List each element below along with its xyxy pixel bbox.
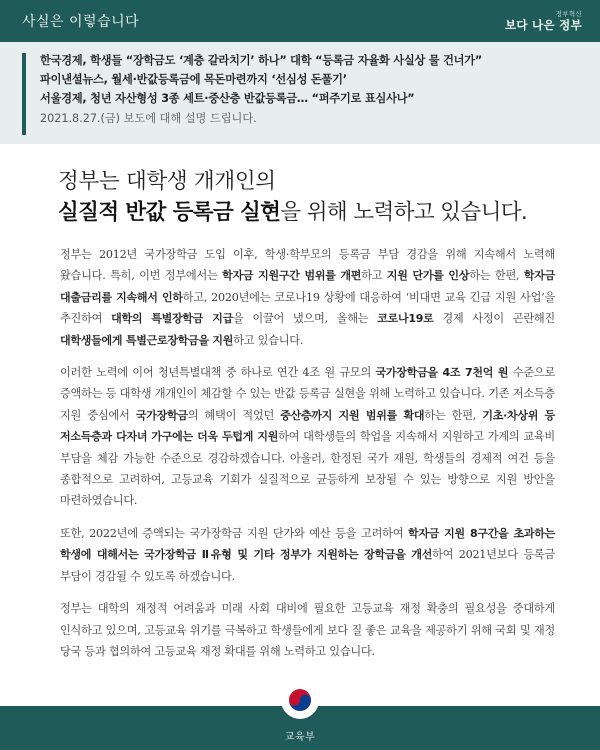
- emphasis-text: 학자금 지원 8구간을 초과하는 학생에 대해서는 국가장학금 Ⅱ유형 및 기타 정부가 지원하는 장학금을 개선: [60, 526, 555, 562]
- paragraph-text: 하고: [361, 269, 387, 283]
- logo-small-text: 정부혁신: [555, 10, 582, 18]
- body-paragraph: [60, 244, 555, 351]
- taegeuk-emblem-icon: [281, 681, 319, 719]
- emphasis-text: 대학생들에게 특별근로장학금을 지원: [60, 333, 234, 347]
- emphasis-text: 기초·차상위 등 저소득층과 다자녀 가구에는 더욱 두텁게 지원: [60, 408, 555, 444]
- paragraph-text: 정부는 대학의 재정적 어려움과 미래 사회 대비에 필요한 고등교육 재정 확충의 필요성을 중대하게 인식하고 있으며, 고등교육 위기를 극복하고 학생들에게 보다 질 좋은 교육을 제공하기 위해 국회 및 재정 당국 등과 협의하여 고등교육 재정 확대를 위해 노력하고 있습니다.: [60, 602, 555, 658]
- emphasis-text: 중산층까지 지원 범위를 확대: [280, 408, 425, 422]
- paragraph-text: 경제 사정이 곤란해진: [433, 312, 555, 326]
- body-paragraph: [60, 362, 555, 512]
- paragraph-text: 정부는 2012년 국가장학금 도입 이후, 학생·학부모의 등록금 부담 경감을 위해 지속해서 노력해 왔습니다. 특히, 이번 정부에서는: [60, 248, 555, 283]
- title-rest: 을 위해 노력하고 있습니다.: [280, 200, 528, 225]
- title-emphasis: 실질적 반값 등록금 실현: [58, 200, 281, 225]
- headline-accent-bar: [22, 53, 26, 135]
- headline-line: 서울경제, 청년 자산형성 3종 세트·중산층 반값등록금… “퍼주기로 표심사나”: [40, 92, 415, 106]
- emphasis-text: 국가장학금을 4조 7천억 원: [375, 366, 509, 380]
- emphasis-text: 지원 단가를 인상: [386, 269, 470, 283]
- government-innovation-logo: [505, 11, 582, 31]
- paragraph-text: 하고 있습니다.: [233, 333, 304, 347]
- emphasis-text: 대학의 특별장학금 지급: [111, 312, 234, 326]
- paragraph-text: 하여 대학생들의 학업을 지속해서 지원하고 가계의 교육비 부담을 체감 가능한 수준으로 경감하겠습니다. 아울러, 한정된 국가 재원, 학생들의 경제적 여건 등을 종합적으로 고려하여, 고등교육 기회가 실질적으로 균등하게 보장될 수 있는 방향으로 지원 방안을 마련하였습니다.: [60, 430, 555, 508]
- report-date-note: 2021.8.27.(금) 보도에 대해 설명 드립니다.: [40, 111, 257, 125]
- paragraph-text: 또한, 2022년에 증액되는 국가장학금 지원 단가와 예산 등을 고려하여: [60, 526, 409, 540]
- emphasis-text: 코로나19로: [377, 312, 434, 326]
- paragraph-text: 이러한 노력에 이어 청년특별대책 중 하나로 연간 4조 원 규모의: [60, 366, 376, 380]
- emphasis-text: 학자금 대출금리를 지속해서 인하: [60, 269, 556, 304]
- title-line-2: [58, 197, 578, 228]
- logo-big-text: 보다 나은 정부: [504, 17, 582, 32]
- headline-line: 파이낸셜뉴스, 월세·반값등록금에 목돈마련까지 ‘선심성 돈풀기’: [40, 73, 347, 87]
- title-line-1: 정부는 대학생 개개인의: [58, 169, 276, 194]
- paragraph-text: 의 혜택이 적었던: [187, 408, 281, 422]
- top-banner: [0, 0, 600, 42]
- banner-tag: 사실은 이렇습니다: [22, 14, 140, 30]
- paragraph-text: 을 이끌어 냈으며, 올해는: [233, 312, 378, 326]
- headline-box: [0, 42, 600, 144]
- paragraph-text: 수준으로 증액하는 등 대학생 개개인이 체감할 수 있는 반값 등록금 실현을 위해 노력하고 있습니다. 기존 저소득층 지원 중심에서: [60, 366, 555, 422]
- paragraph-text: 하여 2021년보다 등록금 부담이 경감될 수 있도록 하겠습니다.: [60, 548, 555, 583]
- body-paragraph: [60, 523, 555, 587]
- page-title: [58, 166, 578, 228]
- emphasis-text: 학자금 지원구간 범위를 개편: [222, 269, 362, 283]
- paragraph-text: 하는 한편,: [424, 408, 483, 422]
- paragraph-text: 하고, 2020년에는 코로나19 상황에 대응하여 ‘비대면 교육 긴급 지원 사업’을 추진하여: [60, 290, 555, 326]
- emphasis-text: 국가장학금: [135, 408, 188, 422]
- headline-line: 한국경제, 학생들 “장학금도 ‘계층 갈라치기’ 하나” 대학 “등록금 자율화 사실상 물 건너가”: [40, 54, 483, 67]
- paragraph-text: 하는 한편,: [469, 269, 524, 283]
- ministry-name: 교육부: [284, 732, 316, 743]
- body-paragraph: [60, 598, 555, 662]
- body-text: [60, 244, 555, 673]
